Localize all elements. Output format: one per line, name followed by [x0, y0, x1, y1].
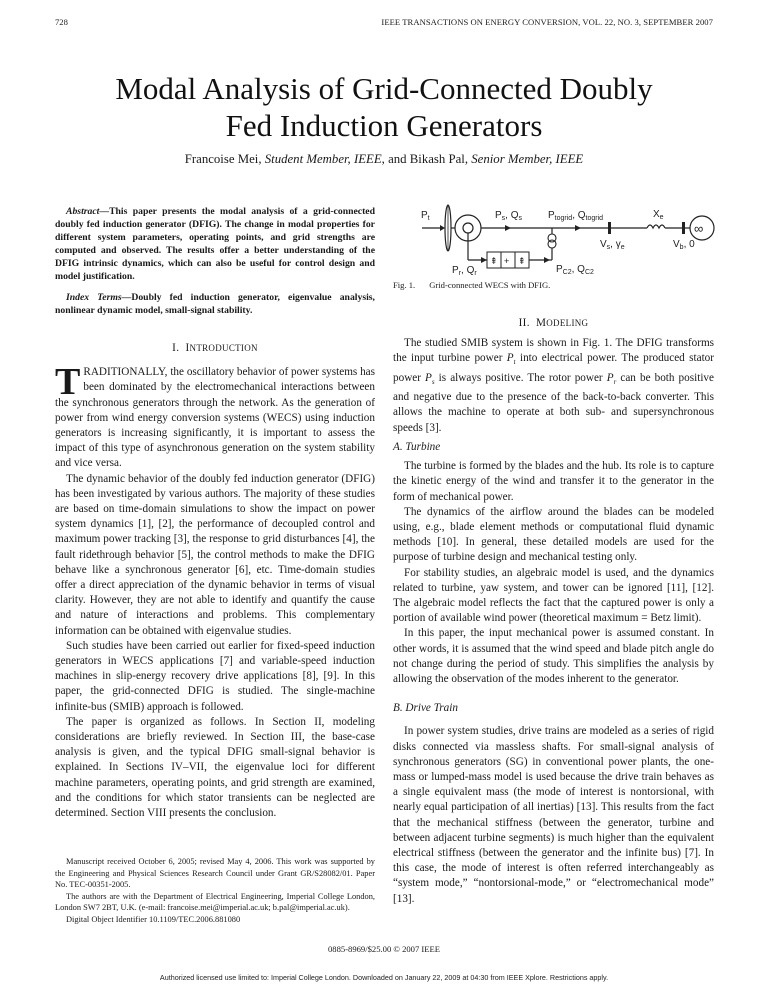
turbine-paragraph-3: For stability studies, an algebraic model is used, and the dynamics related to turbine, yaw system, and tower can be ignored [11], [12]. The algebraic model reflects the fact that the captured power is only a portion of available wind power (theoretical maximum = Betz limit).: [393, 566, 714, 625]
copyright-line: 0885-8969/$25.00 © 2007 IEEE: [327, 944, 441, 954]
svg-text:Pr, Qr: $P_r$, $Q_r$: [452, 265, 477, 275]
author-line: Francoise Mei, Student Member, IEEE, and Bikash Pal, Senior Member, IEEE: [184, 152, 584, 166]
author-1-role: Student Member, IEEE: [264, 152, 382, 166]
svg-text:+: +: [504, 256, 510, 266]
svg-text:Ps, Qs: $P_s$, $Q_s$: [495, 210, 523, 222]
index-terms-text: —Doubly fed induction generator, eigenvalue analysis, nonlinear dynamic model, small-signal stability.: [55, 292, 375, 316]
subsection-heading-turbine: A. Turbine: [393, 440, 441, 453]
intro-paragraph-1: TRADITIONALLY, the oscillatory behavior of power systems has been dominated by the electromechanical interactions between the synchronous generators through the network. As the generation of power from wind energy conversion systems (WECS) using induction generators is increasing significantly, it is important to assess the impact of this type of asynchronous generation on the system stability and vice versa.: [55, 361, 375, 470]
intro-paragraph-2: The dynamic behavior of the doubly fed induction generator (DFIG) has been investigated by various authors. The majority of these studies are based on time-domain simulations to show the impact on power system dynamics [1], [2], the performance of decoupled control and maximum power tracking [3], the response to grid disturbances [4], the fault ridethrough behavior [5], the control methods to make the DFIG behave like a synchronous generator [6], etc. Time-domain studies offer a direct appreciation of the dynamic behavior in terms of visual clarity. However, they are not able to identify and quantify the cause and nature of interactions and problems. This complementary information can be obtained with eigenvalue studies.: [55, 472, 375, 637]
abstract: [55, 206, 375, 283]
infinite-bus-symbol: ∞: [694, 221, 704, 236]
author-2: Bikash Pal: [409, 152, 465, 166]
svg-text:Pt: $P_t$: [421, 210, 430, 222]
paper-title: [0, 70, 768, 144]
turbine-paragraph-4: In this paper, the input mechanical power is assumed constant. In other words, it is assumed that the wind speed and blade pitch angle do not change during the period of study. This simplifies the analysis by allowing the observation of the modes inherent to the generator.: [393, 627, 714, 685]
author-2-role: Senior Member, IEEE: [471, 152, 584, 166]
figure-1-caption: [393, 280, 550, 290]
turbine-paragraph-2: The dynamics of the airflow around the blades can be modeled using, e.g., blade element methods or computational fluid dynamic methods [10]. In general, these detailed models are used for the purpose of turbine design and mechanical testing only.: [393, 505, 714, 564]
right-column: [393, 316, 714, 907]
svg-text:Ptogrid, Qtogrid: $P_{togrid}$, $Q_{togrid}$: [548, 210, 604, 222]
svg-text:Vb, 0: $V_b$, 0: [673, 239, 695, 251]
svg-text:⇞: ⇞: [490, 256, 498, 266]
drive-train-paragraph-1: In power system studies, drive trains are modeled as a series of rigid disks connected via massless shafts. For small-signal analysis of synchronous generators (SG) in conventional power plants, the one-mass or lumped-mass model is used because the drive train behaves as a single equivalent mass (the mode of interest is nontorsional, with nearly equal participation of all inertias) [13]. This results from the fact that the mechanical stiffness (between the generator, turbine and between adjacent turbine segments) is much higher than the equivalent electrical stiffness (between the generator and the infinite bus) [7]. In this case, the mode of interest is often referred interchangeably as “system mode,” “nontorsional-mode,” or “electromechanical mode” [13].: [393, 725, 714, 905]
figure-1-diagram: [420, 200, 730, 275]
turbine-paragraph-1: The turbine is formed by the blades and the hub. Its role is to capture the kinetic energy of the wind and transfer it to the generator in the form of mechanical power.: [393, 460, 714, 503]
index-terms: [55, 292, 375, 318]
svg-text:⇞: ⇞: [518, 256, 526, 266]
subsection-heading-drive-train: B. Drive Train: [393, 702, 458, 715]
index-terms-label: Index Terms: [66, 292, 122, 303]
svg-text:Xe: $X_e$: [653, 209, 664, 221]
title-line-2: Fed Induction Generators: [225, 108, 543, 143]
intro-paragraph-4: The paper is organized as follows. In Section II, modeling considerations are briefly reviewed. In Section III, the base-case analysis is given, and the typical DFIG small-signal behavior is explained. In Sections IV–VII, the eigenvalue loci for different machine parameters, operating points, and grid strength are examined, and the conditions for which stator transients can be neglected are determined. Section VIII presents the conclusion.: [55, 715, 375, 820]
abstract-label: Abstract: [66, 206, 100, 217]
footnote-doi: Digital Object Identifier 10.1109/TEC.2006.881080: [66, 914, 241, 924]
figure-caption-text: Grid-connected WECS with DFIG.: [429, 280, 551, 290]
modeling-paragraph-1: The studied SMIB system is shown in Fig. 1. The DFIG transforms the input turbine power $P_t$ into electrical power. The produced stator power $P_s$ is always positive. The rotor power $P_r$ can be both positive and negative due to the presence of the back-to-back converter. This allows the machine to operate at both sub- and supersynchronous speeds [3].: [393, 337, 715, 434]
author-joiner: , and: [381, 152, 410, 166]
svg-text:Vs, γe: $V_s$, $\gamma_e$: [600, 239, 625, 251]
title-line-1: Modal Analysis of Grid-Connected Doubly: [115, 71, 653, 106]
drop-cap: T: [55, 361, 81, 404]
journal-name: IEEE TRANSACTIONS ON ENERGY CONVERSION, VOL. 22, NO. 3, SEPTEMBER 2007: [381, 17, 713, 27]
left-column: [55, 341, 375, 821]
footnote-manuscript: Manuscript received October 6, 2005; revised May 4, 2006. This work was supported by the Engineering and Physical Sciences Research Council under Grant GR/S28082/01. Paper No. TEC-00351-2005.: [55, 857, 375, 889]
author-1: Francoise Mei: [184, 152, 259, 166]
section-heading-introduction: I. INTRODUCTION: [172, 342, 258, 354]
section-heading-modeling: II. MODELING: [518, 317, 589, 329]
running-header: [55, 17, 713, 29]
figure-caption-label: Fig. 1.: [393, 280, 416, 290]
svg-text:PC2, QC2: $P_{C2}$, $Q_{C2}$: [556, 264, 594, 275]
footnote: [55, 856, 375, 925]
intro-paragraph-3: Such studies have been carried out earlier for fixed-speed induction generators in WECS applications [7] and variable-speed induction machines in slip-energy recovery drive applications [8], [9]. In this paper, the grid-connected DFIG is studied. The single-machine infinite-bus (SMIB) approach is followed.: [55, 639, 375, 713]
license-notice: Authorized licensed use limited to: Imperial College London. Downloaded on January 22, 2009 at 04:30 from IEEE Xplore. Restrictions apply.: [159, 973, 609, 982]
page-number: 728: [55, 17, 68, 27]
footnote-affiliation: The authors are with the Department of Electrical Engineering, Imperial College London, London SW7 2BT, U.K. (e-mail: francoise.mei@imperial.ac.uk; b.pal@imperial.ac.uk).: [55, 891, 375, 912]
abstract-text: —This paper presents the modal analysis of a grid-connected doubly fed induction generator (DFIG). The change in modal properties for different system parameters, operating points, and grid strengths are computed and observed. The results offer a better understanding of the DFIG intrinsic dynamics, which can also be useful for control design and model justification.: [55, 206, 375, 282]
